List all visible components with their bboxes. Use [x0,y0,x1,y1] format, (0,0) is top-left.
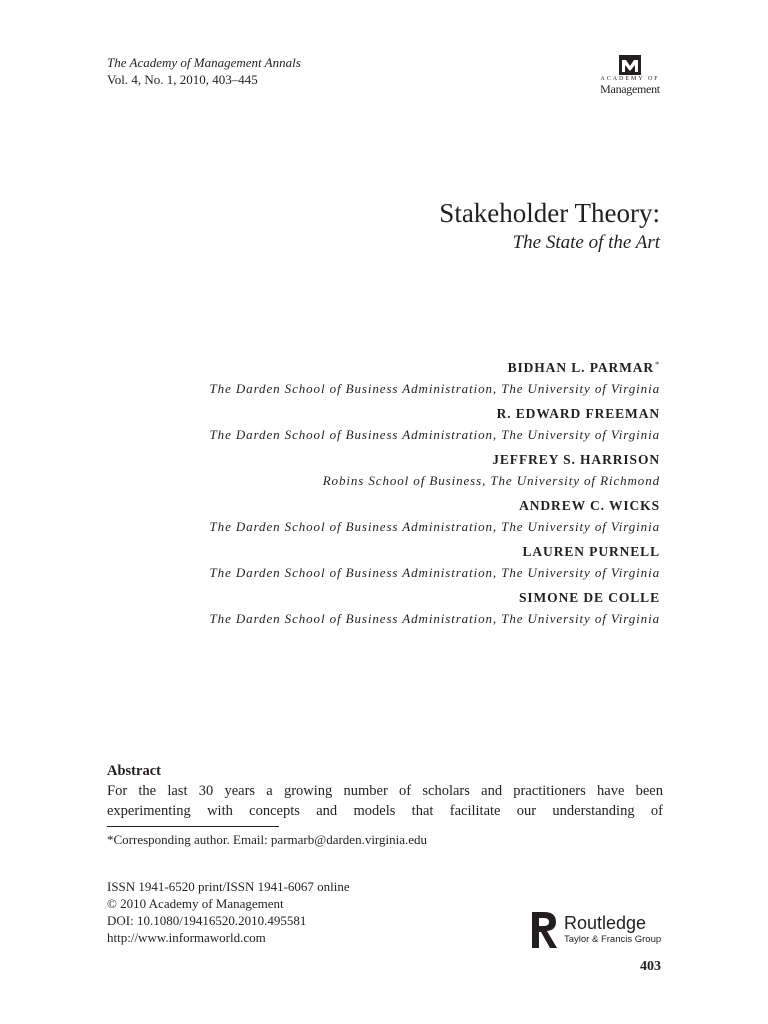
publication-info [107,878,350,946]
abstract-line: experimenting with concepts and models that facilitate our understanding of [107,803,663,819]
journal-info [107,54,301,88]
issn: ISSN 1941-6520 print/ISSN 1941-6067 online [107,879,350,894]
publisher-name: Routledge [564,913,647,933]
abstract-line: For the last 30 years a growing number of scholars and practitioners have been [107,783,663,799]
author-affiliation: The Darden School of Business Administration, The University of Virginia [209,565,660,580]
author-block [100,496,660,536]
logo-top-text: ACADEMY OF [600,76,660,82]
corresponding-marker: * [655,359,660,369]
aom-mark-icon [619,55,641,75]
author-name: JEFFREY S. HARRISON [492,452,660,467]
academy-of-management-logo [596,55,664,95]
author-block [100,358,660,398]
author-name: BIDHAN L. PARMAR* [507,359,660,375]
routledge-r-icon [528,910,560,950]
routledge-vertical-text: ROUTLEDGE [526,909,531,934]
publisher-url: http://www.informaworld.com [107,930,266,945]
abstract-heading: Abstract [107,763,161,779]
corresponding-author-footnote: *Corresponding author. Email: parmarb@darden.virginia.edu [107,832,428,847]
article-subtitle: The State of the Art [512,232,660,253]
logo-bottom-text: Management [600,82,660,96]
author-name: R. EDWARD FREEMAN [496,406,660,421]
author-block [100,450,660,490]
author-name: LAUREN PURNELL [522,544,660,559]
footnote-rule [107,826,279,827]
article-title: Stakeholder Theory: [439,198,660,228]
author-name: ANDREW C. WICKS [519,498,660,513]
author-list [100,358,660,634]
journal-name: The Academy of Management Annals [107,55,301,70]
author-name: SIMONE DE COLLE [518,590,660,605]
author-block [100,404,660,444]
page-number: 403 [640,959,661,974]
author-block [100,588,660,628]
publisher-group: Taylor & Francis Group [564,934,662,945]
author-affiliation: The Darden School of Business Administration, The University of Virginia [209,427,660,442]
volume-info: Vol. 4, No. 1, 2010, 403–445 [107,72,258,87]
author-affiliation: The Darden School of Business Administration, The University of Virginia [209,381,660,396]
routledge-logo [528,910,668,952]
doi: DOI: 10.1080/19416520.2010.495581 [107,913,307,928]
author-affiliation: The Darden School of Business Administration, The University of Virginia [209,611,660,626]
abstract-section [107,761,663,821]
author-affiliation: Robins School of Business, The University of Richmond [322,473,660,488]
author-block [100,542,660,582]
author-affiliation: The Darden School of Business Administration, The University of Virginia [209,519,660,534]
copyright: © 2010 Academy of Management [107,896,284,911]
